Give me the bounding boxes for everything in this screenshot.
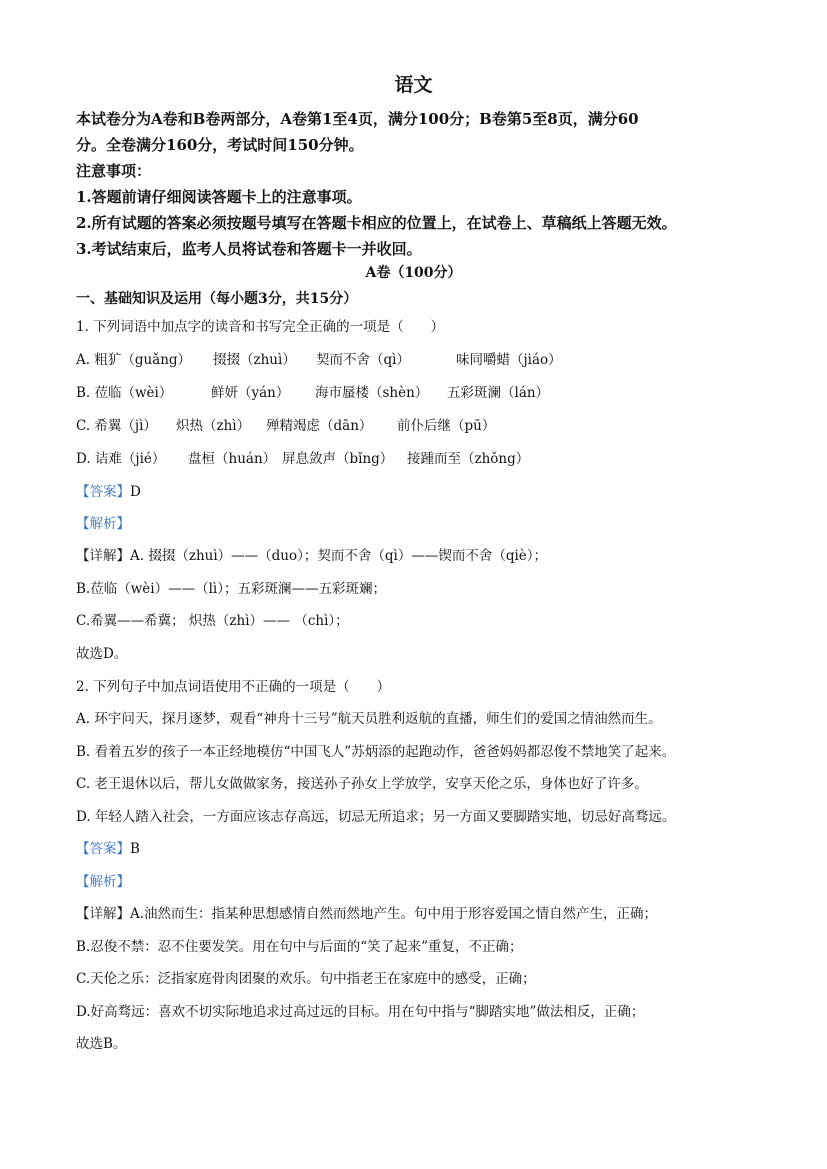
part-1-heading: 一、基础知识及运用（每小题3分，共15分） [76, 291, 358, 307]
q2-option-d: D. 年轻人踏入社会，一方面应该志存高远，切忌无所追求；另一方面又要脚踏实地，切忌好高骛远。 [76, 809, 676, 825]
q1-option-a [76, 354, 562, 368]
q1-stem: 1. 下列词语中加点字的读音和书写完全正确的一项是（ ） [76, 319, 445, 335]
q2-option-b: B. 看着五岁的孩子一本正经地模仿“中国飞人”苏炳添的起跑动作，爸爸妈妈都忍俊不禁地笑了起来。 [76, 744, 676, 760]
q1-answer-value: D [130, 484, 141, 500]
q1-b-word-2: 鲜妍（yán） [211, 385, 290, 401]
q1-a-word-3: 契而不舍（qì） [316, 352, 410, 368]
q2-detail-3: C.天伦之乐：泛指家庭骨肉团聚的欢乐。句中指老王在家庭中的感受，正确； [76, 971, 536, 987]
notice-item-2: 2.所有试题的答案必须按题号填写在答题卡相应的位置上，在试卷上、草稿纸上答题无效。 [76, 214, 677, 232]
intro-line-2: 分。全卷满分160分，考试时间150分钟。 [76, 136, 364, 154]
q1-d-word-4: 接踵而至（zhǒng） [407, 451, 530, 467]
q2-option-c: C. 老王退休以后，帮儿女做做家务，接送孙子孙女上学放学，安享天伦之乐，身体也好了许多。 [76, 776, 648, 792]
q1-a-word-1: A. 粗犷（guǎng） [76, 352, 192, 368]
intro-line-1: 本试卷分为A卷和B卷两部分，A卷第1至4页，满分100分；B卷第5至8页，满分60 [76, 110, 639, 128]
q1-option-c [76, 420, 495, 434]
q2-stem: 2. 下列句子中加点词语使用不正确的一项是（ ） [76, 679, 391, 695]
q1-c-word-1: C. 希翼（jì） [76, 418, 157, 434]
q2-answer [76, 843, 140, 857]
q1-analysis-tag: 【解析】 [76, 516, 130, 532]
q1-option-b [76, 387, 549, 401]
notice-item-1: 1.答题前请仔细阅读答题卡上的注意事项。 [76, 188, 362, 206]
q2-detail-2: B.忍俊不禁：忍不住要发笑。用在句中与后面的“笑了起来”重复，不正确； [76, 939, 523, 955]
notice-heading: 注意事项： [76, 162, 152, 180]
q1-d-word-2: 盘桓（huán） [188, 451, 277, 467]
q1-option-d [76, 453, 529, 467]
q2-detail-1: 【详解】A.油然而生：指某种思想感情自然而然地产生。句中用于形容爱国之情自然产生，正确； [76, 906, 658, 922]
q1-answer-tag: 【答案】 [76, 484, 130, 500]
q1-c-word-2: 炽热（zhì） [176, 418, 251, 434]
q2-answer-value: B [130, 841, 140, 857]
q1-a-word-2: 掇掇（zhuì） [213, 352, 296, 368]
q1-b-word-3: 海市蜃楼（shèn） [315, 385, 429, 401]
q1-d-word-1: D. 诘难（jié） [76, 451, 166, 467]
q2-analysis-tag: 【解析】 [76, 874, 130, 890]
q1-b-word-4: 五彩斑澜（lán） [447, 385, 550, 401]
q2-option-a: A. 环宇问天，探月逐梦，观看“神舟十三号”航天员胜利返航的直播，师生们的爱国之情油然而生。 [76, 711, 662, 727]
q1-detail-1: 【详解】A. 掇掇（zhuì）——（duo）；契而不舍（qì）——锲而不舍（qiè）； [76, 548, 548, 564]
q1-detail-2: B.莅临（wèi）——（lì）；五彩斑澜——五彩斑斓； [76, 581, 386, 597]
q1-d-word-3: 屏息敛声（bǐng） [282, 451, 394, 467]
q1-detail-3: C.希翼——希冀； 炽热（zhì）—— （chì）； [76, 613, 349, 629]
q1-detail-4: 故选D。 [76, 646, 128, 662]
q1-b-word-1: B. 莅临（wèi） [76, 385, 173, 401]
page-title: 语文 [394, 74, 433, 96]
q1-c-word-4: 前仆后继（pū） [397, 418, 496, 434]
q1-a-word-4: 味同嚼蜡（jiáo） [456, 352, 562, 368]
q2-answer-tag: 【答案】 [76, 841, 130, 857]
q2-detail-5: 故选B。 [76, 1036, 127, 1052]
q1-answer [76, 486, 141, 500]
notice-item-3: 3.考试结束后，监考人员将试卷和答题卡一并收回。 [76, 240, 422, 258]
q2-detail-4: D.好高骛远：喜欢不切实际地追求过高过远的目标。用在句中指与“脚踏实地”做法相反，正确； [76, 1004, 645, 1020]
section-a-heading: A卷（100分） [365, 265, 462, 281]
q1-c-word-3: 殚精竭虑（dān） [266, 418, 373, 434]
